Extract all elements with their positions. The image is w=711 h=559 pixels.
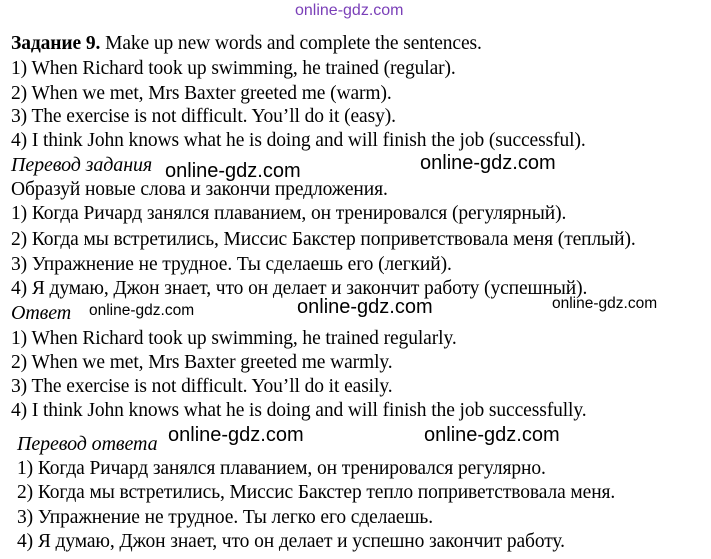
task-label: Задание 9. xyxy=(11,33,101,54)
answer-item-4: 4) I think John knows what he is doing and will finish the job successfully. xyxy=(11,400,587,421)
watermark: online-gdz.com xyxy=(89,302,195,319)
watermark: online-gdz.com xyxy=(297,296,433,318)
answer-translation-item-4: 4) Я думаю, Джон знает, что он делает и успешно закончит работу. xyxy=(17,531,565,552)
answer-item-1: 1) When Richard took up swimming, he trained regularly. xyxy=(11,328,457,349)
answer-item-2: 2) When we met, Mrs Baxter greeted me warmly. xyxy=(11,352,393,373)
watermark-top: online-gdz.com xyxy=(295,2,404,19)
watermark: online-gdz.com xyxy=(424,424,560,446)
answer-heading: Ответ xyxy=(11,302,72,324)
task-title-line xyxy=(11,32,482,56)
task-item-3: 3) The exercise is not difficult. You’ll do it (easy). xyxy=(11,106,396,127)
answer-translation-item-2: 2) Когда мы встретились, Миссис Бакстер тепло поприветствовала меня. xyxy=(17,482,616,503)
answer-translation-item-1: 1) Когда Ричард занялся плаванием, он тренировался регулярно. xyxy=(17,458,546,479)
task-translation-item-4: 4) Я думаю, Джон знает, что он делает и закончит работу (успешный). xyxy=(11,278,588,299)
watermark: online-gdz.com xyxy=(168,424,304,446)
task-item-1: 1) When Richard took up swimming, he trained (regular). xyxy=(11,58,456,79)
answer-translation-item-3: 3) Упражнение не трудное. Ты легко его сделаешь. xyxy=(17,507,433,528)
watermark: online-gdz.com xyxy=(165,160,301,182)
task-translation-instruction: Образуй новые слова и закончи предложения. xyxy=(11,179,388,200)
watermark: online-gdz.com xyxy=(552,295,658,312)
answer-translation-heading: Перевод ответа xyxy=(17,433,158,455)
task-translation-heading: Перевод задания xyxy=(11,154,153,176)
answer-item-3: 3) The exercise is not difficult. You’ll do it easily. xyxy=(11,376,393,397)
watermark: online-gdz.com xyxy=(420,152,556,174)
task-item-4: 4) I think John knows what he is doing and will finish the job (successful). xyxy=(11,130,586,151)
task-translation-item-3: 3) Упражнение не трудное. Ты сделаешь его (легкий). xyxy=(11,254,452,275)
task-translation-item-2: 2) Когда мы встретились, Миссис Бакстер поприветствовала меня (теплый). xyxy=(11,229,636,250)
task-translation-item-1: 1) Когда Ричард занялся плаванием, он тренировался (регулярный). xyxy=(11,203,567,224)
task-instruction: Make up new words and complete the sentences. xyxy=(105,33,482,54)
task-item-2: 2) When we met, Mrs Baxter greeted me (warm). xyxy=(11,83,392,104)
